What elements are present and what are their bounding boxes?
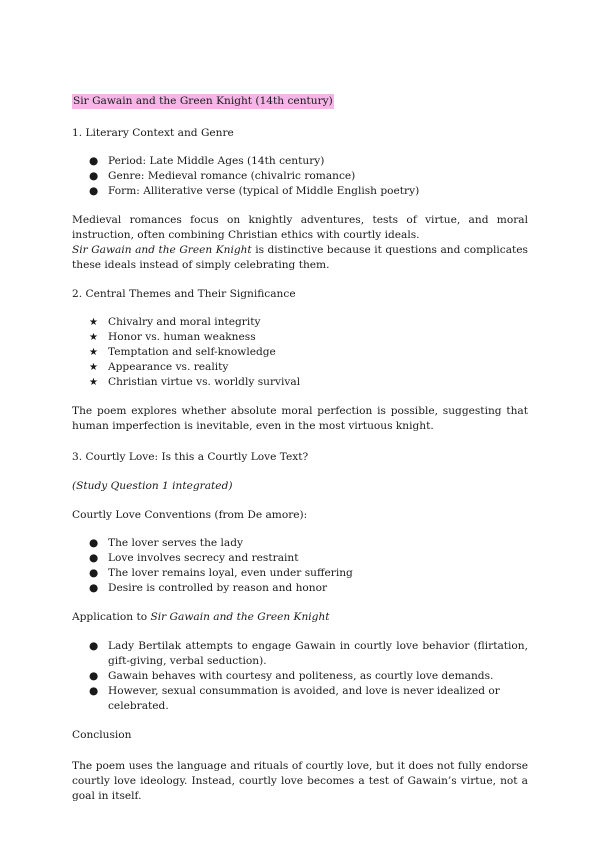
conclusion-heading: Conclusion <box>72 729 132 741</box>
bullet-dot-icon: ● <box>89 582 99 594</box>
list-item: ● Form: Alliterative verse (typical of Middle English poetry) <box>89 185 420 197</box>
list-item: ★ Chivalry and moral integrity <box>89 316 261 328</box>
genre-list <box>72 154 528 199</box>
section3-subheading: (Study Question 1 integrated) <box>72 480 233 492</box>
section2-heading: 2. Central Themes and Their Significance <box>72 288 296 300</box>
list-item: ● Lady Bertilak attempts to engage Gawain in courtly love behavior (flirtation, gift-giving, verbal seduction). <box>89 640 528 667</box>
list-item: ★ Appearance vs. reality <box>89 361 229 373</box>
bullet-dot-icon: ● <box>89 552 99 564</box>
section1-paragraph: Medieval romances focus on knightly adventures, tests of virtue, and moral instruction, often combining Christian ethics with courtly ideals. <box>72 214 528 241</box>
list-item: ● However, sexual consummation is avoided, and love is never idealized or celebrated. <box>89 685 500 712</box>
list-item: ★ Honor vs. human weakness <box>89 331 256 343</box>
conventions-label: Courtly Love Conventions (from De amore): <box>72 509 308 521</box>
list-item: ★ Christian virtue vs. worldly survival <box>89 376 301 388</box>
title-block <box>72 94 528 109</box>
section1-paragraph-2: Sir Gawain and the Green Knight is distinctive because it questions and complicates these ideals instead of simply celebrating them. <box>72 244 528 271</box>
application-label: Application to Sir Gawain and the Green Knight <box>72 611 330 623</box>
star-icon: ★ <box>89 377 98 388</box>
bullet-dot-icon: ● <box>89 537 99 549</box>
bullet-dot-icon: ● <box>89 640 99 652</box>
list-item: ● The lover remains loyal, even under suffering <box>89 567 353 579</box>
bullet-dot-icon: ● <box>89 567 99 579</box>
bullet-dot-icon: ● <box>89 685 99 697</box>
section3-heading: 3. Courtly Love: Is this a Courtly Love Text? <box>72 451 309 463</box>
application-list <box>72 639 528 714</box>
bullet-dot-icon: ● <box>89 185 99 197</box>
section1-heading: 1. Literary Context and Genre <box>72 127 234 139</box>
document-title: Sir Gawain and the Green Knight (14th century) <box>73 95 333 107</box>
list-item: ● Gawain behaves with courtesy and politeness, as courtly love demands. <box>89 670 494 682</box>
conventions-list <box>72 536 528 596</box>
star-icon: ★ <box>89 362 98 373</box>
star-icon: ★ <box>89 347 98 358</box>
bullet-dot-icon: ● <box>89 670 99 682</box>
list-item: ● Period: Late Middle Ages (14th century) <box>89 155 325 167</box>
themes-list <box>72 315 528 390</box>
list-item: ● The lover serves the lady <box>89 537 243 549</box>
bullet-dot-icon: ● <box>89 155 99 167</box>
list-item: ● Genre: Medieval romance (chivalric romance) <box>89 170 356 182</box>
conclusion-paragraph: The poem uses the language and rituals of courtly love, but it does not fully endorse courtly love ideology. Instead, courtly love becomes a test of Gawain’s virtue, not a goal in itself. <box>72 760 528 802</box>
star-icon: ★ <box>89 332 98 343</box>
document-page <box>72 94 528 804</box>
list-item: ● Desire is controlled by reason and honor <box>89 582 328 594</box>
star-icon: ★ <box>89 317 98 328</box>
section2-paragraph: The poem explores whether absolute moral perfection is possible, suggesting that human imperfection is inevitable, even in the most virtuous knight. <box>72 405 528 432</box>
bullet-dot-icon: ● <box>89 170 99 182</box>
list-item: ★ Temptation and self-knowledge <box>89 346 276 358</box>
list-item: ● Love involves secrecy and restraint <box>89 552 299 564</box>
